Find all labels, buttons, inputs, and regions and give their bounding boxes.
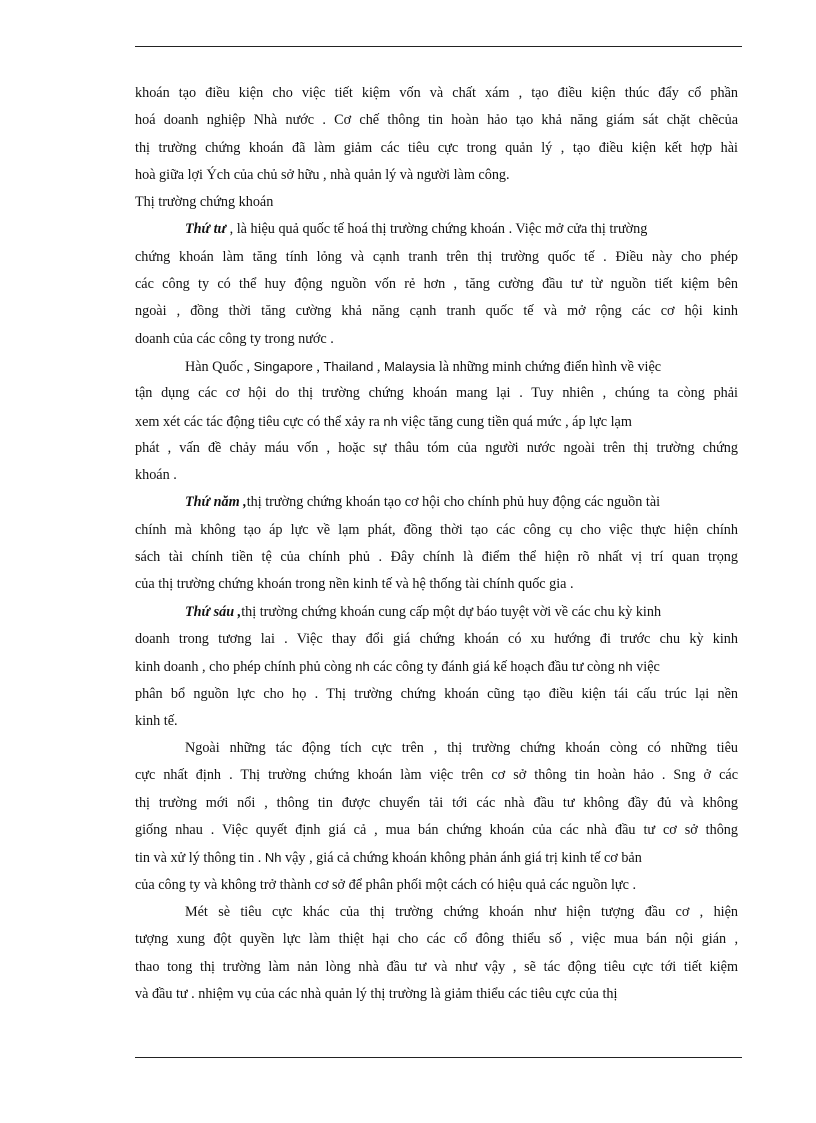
text-line: thị trường mới nổi , thông tin được chuyển tải tới các nhà đầu tư không đầy đủ và không	[135, 794, 738, 811]
text-run: tin và xử lý thông tin .	[135, 850, 265, 867]
text-run: thị trường chứng khoán cung cấp một dự báo tuyệt vời về các chu kỳ kinh	[241, 603, 662, 620]
text-line: Mét sè tiêu cực khác của thị trường chứng khoán như hiện tượng đầu cơ , hiện	[185, 903, 738, 920]
text-line: hoá doanh nghiệp Nhà nước . Cơ chế thông tin hoàn hảo tạo khả năng giám sát chặt chẽcủa	[135, 112, 738, 129]
text-run: Hàn Quốc ,	[185, 358, 254, 375]
text-run: các công ty đánh giá kế hoạch đầu tư còng	[369, 659, 619, 676]
section-label	[135, 189, 738, 216]
text-line	[135, 408, 738, 435]
text-run: thị trường chứng khoán tạo cơ hội cho chính phủ huy động các nguồn tài	[246, 494, 661, 511]
text-run: Singapore	[253, 358, 313, 374]
text-run: kinh doanh , cho phép chính phủ còng	[135, 659, 356, 676]
text-run: ,	[373, 358, 384, 375]
text-line: ngoài , đồng thời tăng cường khả năng cạnh tranh quốc tế và mở rộng các cơ hội kinh	[135, 303, 738, 320]
text-line: tượng xung đột quyền lực làm thiệt hại cho các cổ đông thiểu số , việc mua bán nội gián ,	[135, 931, 738, 948]
text-line: và đầu tư . nhiệm vụ của các nhà quản lý thị trường là giảm thiểu các tiêu cực của thị	[135, 985, 618, 1002]
text-line: tận dụng các cơ hội do thị trường chứng khoán mang lại . Tuy nhiên , chúng ta còng phải	[135, 385, 738, 402]
text-line	[135, 844, 738, 871]
paragraph	[135, 899, 738, 1008]
text-line: cực nhất định . Thị trường chứng khoán làm việc trên cơ sở thông tin hoàn hảo . Sng ở các	[135, 767, 738, 784]
text-line: các công ty có thể huy động nguồn vốn rẻ hơn , tăng cường đầu tư từ nguồn tiết kiệm bên	[135, 276, 738, 293]
text-line: doanh của các công ty trong nước .	[135, 330, 334, 347]
text-line: kinh tế.	[135, 712, 178, 729]
paragraph	[135, 599, 738, 735]
text-run: nh	[383, 413, 398, 429]
text-line: sách tài chính tiền tệ của chính phủ . Đây chính là điểm thể hiện rõ nhất vị trí quan trọng	[135, 549, 738, 566]
text-run: Nh	[264, 850, 282, 866]
text-run: Thailand	[323, 358, 374, 374]
text-run: , là hiệu quả quốc tế hoá thị trường chứng khoán . Việc mở cửa thị trường	[226, 221, 648, 238]
text-run: việc tăng cung tiền quá mức , áp lực lạm	[397, 413, 632, 430]
paragraph	[135, 80, 738, 189]
header-rule	[135, 46, 742, 47]
paragraph	[135, 735, 738, 899]
text-line	[135, 216, 738, 243]
text-run: là những minh chứng điển hình về việc	[435, 358, 662, 375]
text-run: nh	[618, 659, 633, 675]
text-line: phát , vấn đề chảy máu vốn , hoặc sự thâu tóm của người nước ngoài trên thị trường chứng	[135, 439, 738, 456]
text-line	[135, 653, 738, 680]
text-line: của công ty và không trở thành cơ sở để phân phối một cách có hiệu quả các nguồn lực .	[135, 876, 636, 893]
text-line: chứng khoán làm tăng tính lỏng và cạnh tranh trên thị trường quốc tế . Điều này cho phép	[135, 248, 738, 265]
text-line: của thị trường chứng khoán trong nền kinh tế và hệ thống tài chính quốc gia .	[135, 576, 574, 593]
text-line: khoán .	[135, 467, 177, 484]
text-line: hoà giữa lợi Ých của chủ sở hữu , nhà quản lý và người làm công.	[135, 166, 510, 183]
text-line: thị trường chứng khoán đã làm giảm các tiêu cực trong quản lý , tạo điều kiện kết hợp hài	[135, 139, 738, 156]
text-line: phân bổ nguồn lực cho họ . Thị trường chứng khoán cũng tạo điều kiện tái cấu trúc lại nền	[135, 685, 738, 702]
text-run: xem xét các tác động tiêu cực có thể xảy ra	[135, 413, 384, 430]
paragraph	[135, 489, 738, 598]
text-run: vậy , giá cả chứng khoán không phản ánh giá trị kinh tế cơ bản	[281, 850, 642, 867]
paragraph	[135, 216, 738, 352]
text-line	[135, 489, 738, 516]
text-line: thao tong thị trường làm nản lòng nhà đầu tư và như vậy , sẽ tác động tiêu cực tới tiết kiệm	[135, 958, 738, 975]
paragraph-lead: Thứ tư	[185, 221, 227, 238]
text-line: doanh trong tương lai . Việc thay đổi giá chứng khoán có xu hướng đi trước chu kỳ kinh	[135, 630, 738, 647]
text-line	[135, 353, 738, 380]
text-line: Ngoài những tác động tích cực trên , thị trường chứng khoán còng có những tiêu	[185, 740, 738, 757]
text-line: Thị trường chứng khoán	[135, 194, 274, 211]
footer-rule	[135, 1057, 742, 1058]
paragraph-lead: Thứ năm ,	[185, 494, 247, 511]
document-body	[135, 80, 738, 1008]
text-run: nh	[355, 659, 370, 675]
paragraph	[135, 353, 738, 489]
text-line	[135, 599, 738, 626]
text-line: khoán tạo điều kiện cho việc tiết kiệm vốn và chất xám , tạo điều kiện thúc đẩy cổ phần	[135, 85, 738, 101]
text-run: Malaysia	[384, 358, 436, 374]
text-run: việc	[632, 659, 660, 676]
paragraph-lead: Thứ sáu ,	[185, 603, 242, 620]
text-line: giống nhau . Việc quyết định giá cả , mua bán chứng khoán của các nhà đầu tư cơ sở thông	[135, 822, 738, 839]
text-run: ,	[312, 358, 324, 375]
text-line: chính mà không tạo áp lực về lạm phát, đồng thời tạo các công cụ cho việc thực hiện chính	[135, 521, 738, 538]
